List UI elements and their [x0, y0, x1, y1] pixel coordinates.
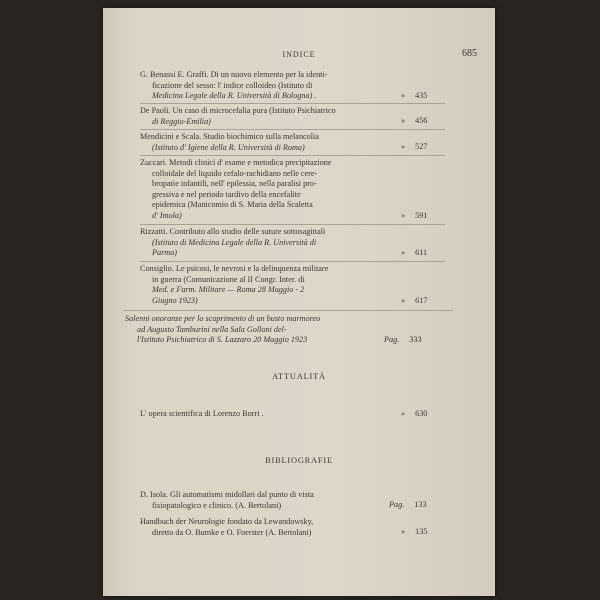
index-entry — [140, 158, 420, 222]
divider — [123, 310, 453, 311]
entry-line: gressiva e nel periodo tardivo della encefalite — [152, 189, 301, 199]
section-heading-bibliografie: BIBLIOGRAFIE — [265, 456, 333, 465]
entry-line: ad Augusto Tamburini nella Sala Golloni del- — [137, 324, 287, 334]
entry-line: De Paoli. Un caso di microcefalia pura (Istituto Psichiatrico — [140, 106, 336, 115]
entry-line: Zuccari. Metodi clinici d' esame e metodica precipitazione — [140, 158, 332, 167]
entry-page-ref: » 135 — [401, 527, 428, 536]
entry-line: Med. e Farm. Militare — Roma 28 Maggio - 2 — [152, 285, 305, 295]
entry-page-ref: » 617 — [401, 296, 428, 305]
index-entry — [125, 314, 405, 346]
index-entry — [140, 409, 420, 420]
entry-page-ref: » 456 — [401, 116, 428, 125]
entry-line: Handbuch der Neurologie fondato da Lewandowsky, — [140, 517, 314, 526]
entry-page-ref: Pag. 333 — [384, 335, 422, 344]
entry-page-ref: » 611 — [401, 248, 428, 257]
entry-line: (Istituto d' Igiene della R. Università di Roma) — [152, 142, 305, 152]
entry-line: Medicina Legale della R. Università di Bologna) . — [152, 91, 317, 101]
entry-page-ref: » 435 — [401, 91, 428, 100]
index-entry — [140, 264, 420, 306]
entry-line: diretto da O. Bumke e O. Foerster (A. Bertolani) — [152, 527, 312, 537]
entry-line: Rizzatti. Contributo allo studio delle suture sottosagittali — [140, 227, 326, 236]
divider — [140, 224, 445, 225]
entry-line: epidemica (Manicomio di S. Maria della Scaletta — [152, 200, 313, 210]
entry-line: Solenni onoranze per lo scoprimento di un busto marmoreo — [125, 314, 321, 323]
entry-page-ref: » 630 — [401, 409, 428, 418]
entry-line: ficazione del sesso: l' indice colloideo (Istituto di — [152, 80, 313, 90]
book-page — [103, 8, 495, 596]
divider — [140, 103, 445, 104]
entry-line: colloidale del liquido cefalo-rachidiano nelle cere- — [152, 168, 318, 178]
index-entry — [140, 227, 420, 259]
entry-line: (Istituto di Medicina Legale della R. Università di — [152, 237, 317, 247]
section-heading-attualita: ATTUALITÀ — [272, 372, 326, 381]
page-header — [103, 48, 495, 60]
index-entry — [140, 70, 420, 102]
entry-line: L' opera scientifica di Lorenzo Borri . — [140, 409, 264, 418]
entry-line: d' Imola) — [152, 210, 182, 220]
entry-line: bropatie infantili, nell' epilessia, nella paralisi pro- — [152, 179, 317, 189]
entry-page-ref: » 527 — [401, 142, 428, 151]
index-entry — [140, 517, 420, 538]
entry-line: in guerra (Comunicazione al II Congr. Inter. di — [152, 274, 305, 284]
page-number: 685 — [462, 48, 477, 59]
entry-line: Giugno 1923) — [152, 295, 198, 305]
entry-line: Parma) — [152, 248, 178, 258]
index-entry — [140, 132, 420, 153]
index-entry — [140, 490, 420, 511]
divider — [140, 129, 445, 130]
entry-page-ref: Pag. 133 — [389, 500, 427, 509]
index-entry — [140, 106, 420, 127]
divider — [140, 155, 445, 156]
entry-page-ref: » 591 — [401, 211, 428, 220]
divider — [140, 261, 445, 262]
entry-line: G. Benassi E. Graffi. Di un nuovo elemento per la identi- — [140, 70, 328, 79]
entry-line: Mendicini e Scala. Studio biochimico sulla melancolia — [140, 132, 319, 141]
running-title: INDICE — [282, 50, 316, 59]
entry-line: fisiopatologico e clinico. (A. Bertolani) — [152, 500, 282, 510]
entry-line: l'Istituto Psichiatrico di S. Lazzaro 20 Maggio 1923 — [137, 335, 308, 345]
entry-line: di Reggio-Emilia) — [152, 116, 211, 126]
entry-line: Consiglio. Le psicosi, le nevrosi e la delinquenza militare — [140, 264, 329, 273]
entry-line: D. Isola. Gli automatismi midollari dal punto di vista — [140, 490, 314, 499]
